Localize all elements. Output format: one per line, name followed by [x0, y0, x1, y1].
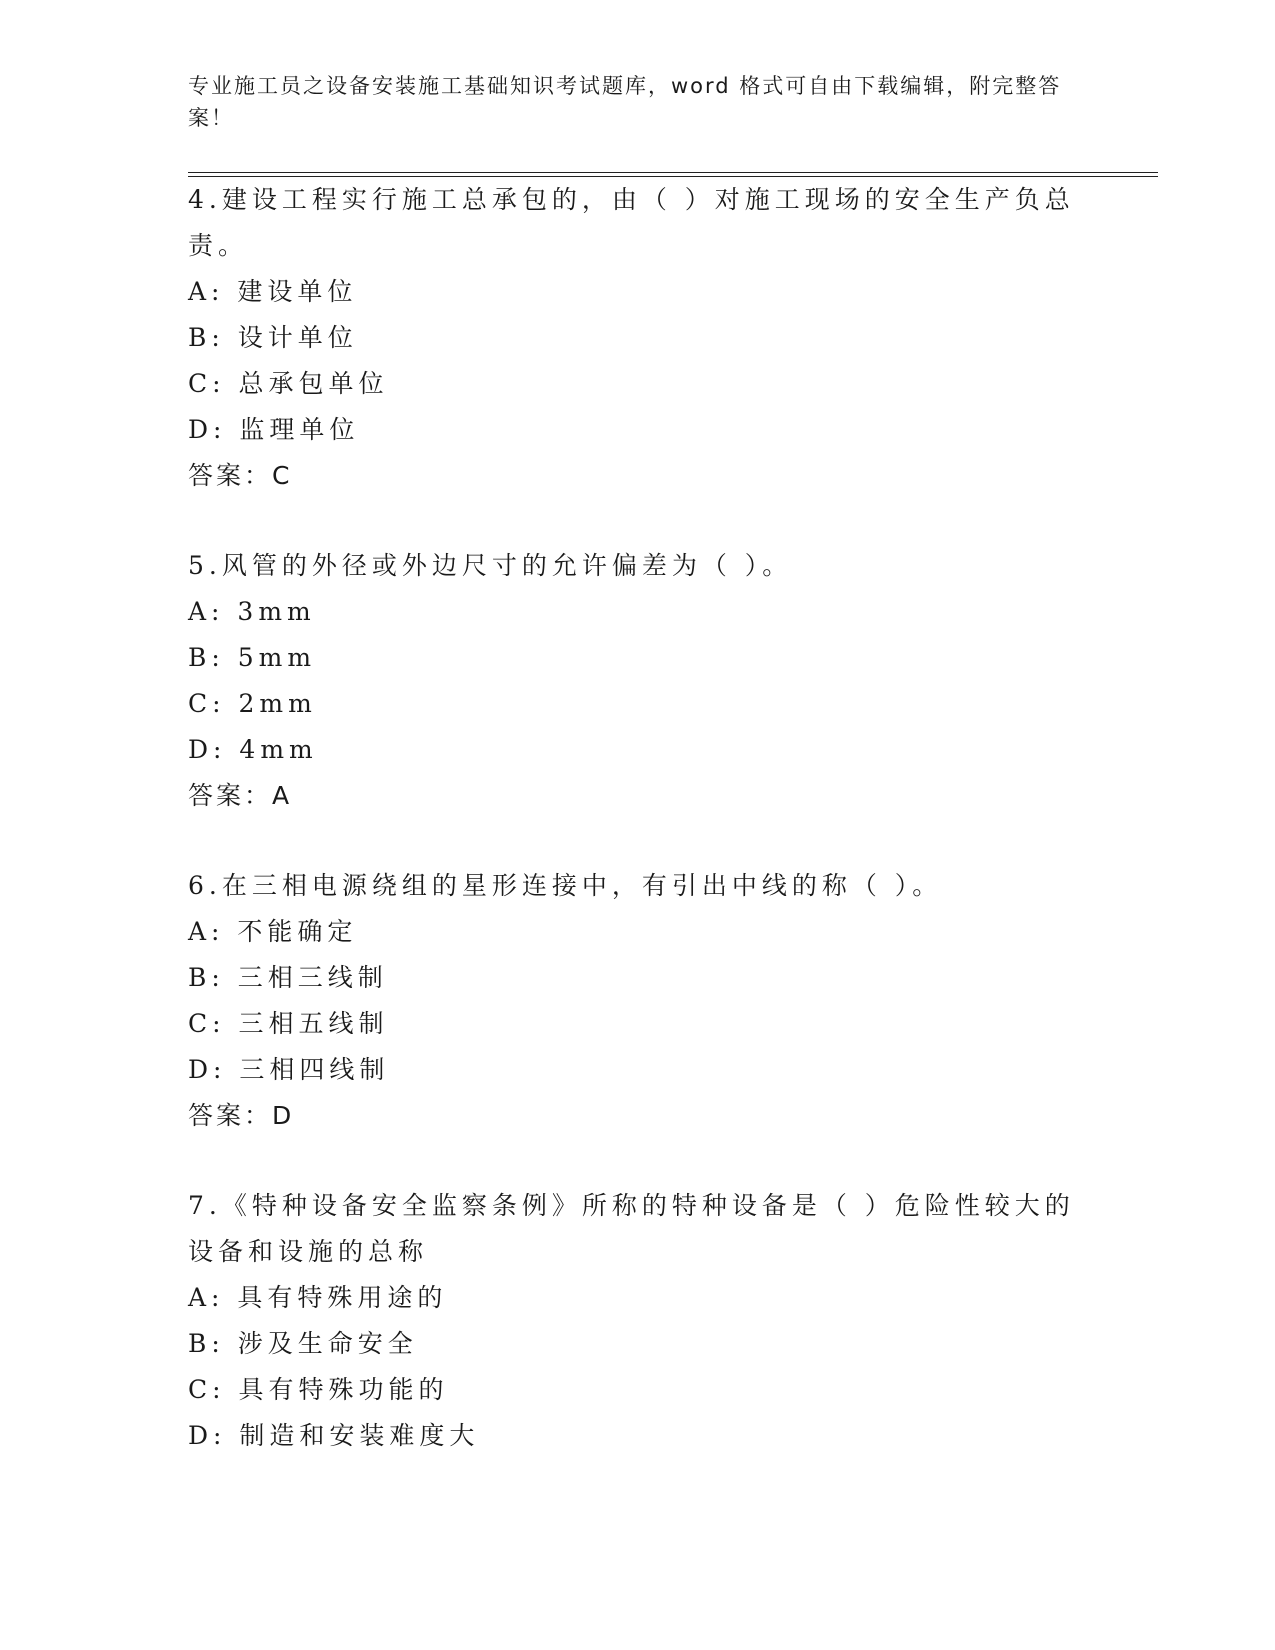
rule-line-top	[188, 172, 1158, 173]
question-7	[188, 1183, 1158, 1459]
option-d: D: 三相四线制	[188, 1055, 390, 1084]
option-b: B: 5mm	[188, 643, 317, 672]
option-a: A: 不能确定	[188, 917, 358, 946]
question-5	[188, 543, 1158, 819]
question-text: 6.在三相电源绕组的星形连接中，有引出中线的称（ ）。	[188, 871, 943, 900]
spacer	[188, 1139, 1158, 1183]
option-d: D: 制造和安装难度大	[188, 1421, 480, 1450]
option-a: A: 具有特殊用途的	[188, 1283, 448, 1312]
option-b: B: 三相三线制	[188, 963, 388, 992]
option-c: C: 2mm	[188, 689, 317, 718]
option-b: B: 设计单位	[188, 323, 358, 352]
document-page	[188, 70, 1158, 1459]
question-4	[188, 177, 1158, 499]
document-header: 专业施工员之设备安装施工基础知识考试题库，word 格式可自由下载编辑，附完整答案！	[188, 74, 1062, 130]
option-a: A: 建设单位	[188, 277, 358, 306]
question-text: 5.风管的外径或外边尺寸的允许偏差为（ ）。	[188, 551, 793, 580]
option-b: B: 涉及生命安全	[188, 1329, 418, 1358]
option-c: C: 具有特殊功能的	[188, 1375, 449, 1404]
question-text: 7.《特种设备安全监察条例》所称的特种设备是（ ）危险性较大的设备和设施的总称	[188, 1191, 1075, 1266]
option-a: A: 3mm	[188, 597, 316, 626]
question-6	[188, 863, 1158, 1139]
answer-line: 答案：D	[188, 1101, 295, 1130]
spacer	[188, 819, 1158, 863]
option-c: C: 总承包单位	[188, 369, 389, 398]
answer-line: 答案：C	[188, 461, 293, 490]
answer-line: 答案：A	[188, 781, 293, 810]
option-d: D: 4mm	[188, 735, 318, 764]
option-d: D: 监理单位	[188, 415, 360, 444]
spacer	[188, 499, 1158, 543]
option-c: C: 三相五线制	[188, 1009, 389, 1038]
question-text: 4.建设工程实行施工总承包的，由（ ）对施工现场的安全生产负总责。	[188, 185, 1075, 260]
